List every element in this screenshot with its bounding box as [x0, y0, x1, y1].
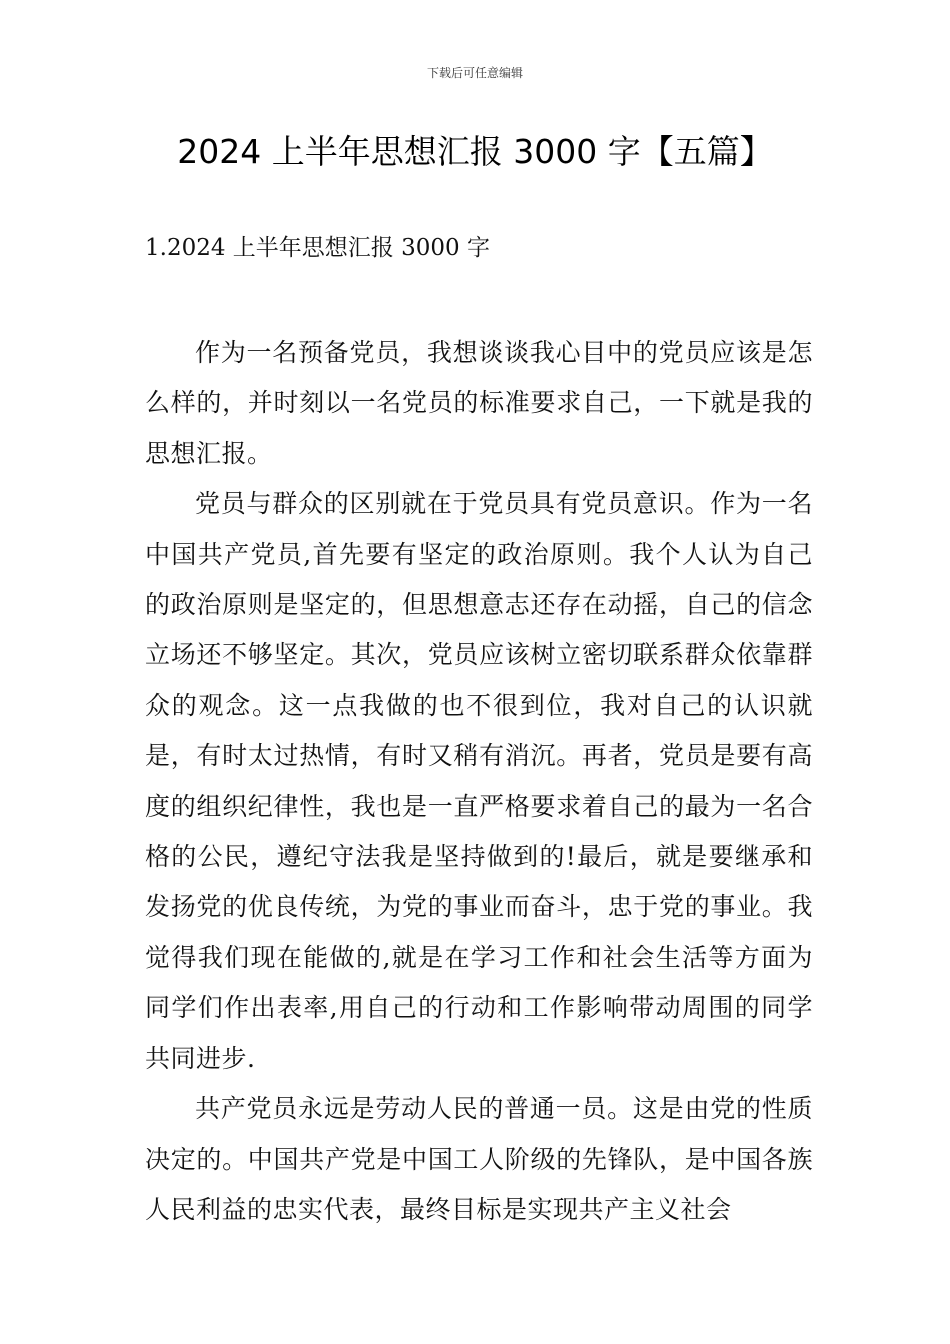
section-heading: 1.2024 上半年思想汇报 3000 字 — [145, 235, 490, 261]
page-header-note: 下载后可任意编辑 — [426, 66, 523, 80]
paragraph-1: 作为一名预备党员，我想谈谈我心目中的党员应该是怎么样的，并时刻以一名党员的标准要求自己，一下就是我的思想汇报。 — [145, 338, 813, 468]
document-title: 2024 上半年思想汇报 3000 字【五篇】 — [177, 132, 773, 171]
paragraph-2: 党员与群众的区别就在于党员具有党员意识。作为一名中国共产党员,首先要有坚定的政治原则。我个人认为自己的政治原则是坚定的，但思想意志还存在动摇，自己的信念立场还不够坚定。其次，党员应该树立密切联系群众依靠群众的观念。这一点我做的也不很到位，我对自己的认识就是，有时太过热情，有时又稍有消沉。再者，党员是要有高度的组织纪律性，我也是一直严格要求着自己的最为一名合格的公民，遵纪守法我是坚持做到的!最后，就是要继承和发扬党的优良传统，为党的事业而奋斗，忠于党的事业。我觉得我们现在能做的,就是在学习工作和社会生活等方面为同学们作出表率,用自己的行动和工作影响带动周围的同学共同进步. — [145, 489, 813, 1073]
paragraph-3: 共产党员永远是劳动人民的普通一员。这是由党的性质决定的。中国共产党是中国工人阶级的先锋队，是中国各族人民利益的忠实代表，最终目标是实现共产主义社会 — [145, 1094, 813, 1224]
document-body — [145, 328, 813, 1235]
